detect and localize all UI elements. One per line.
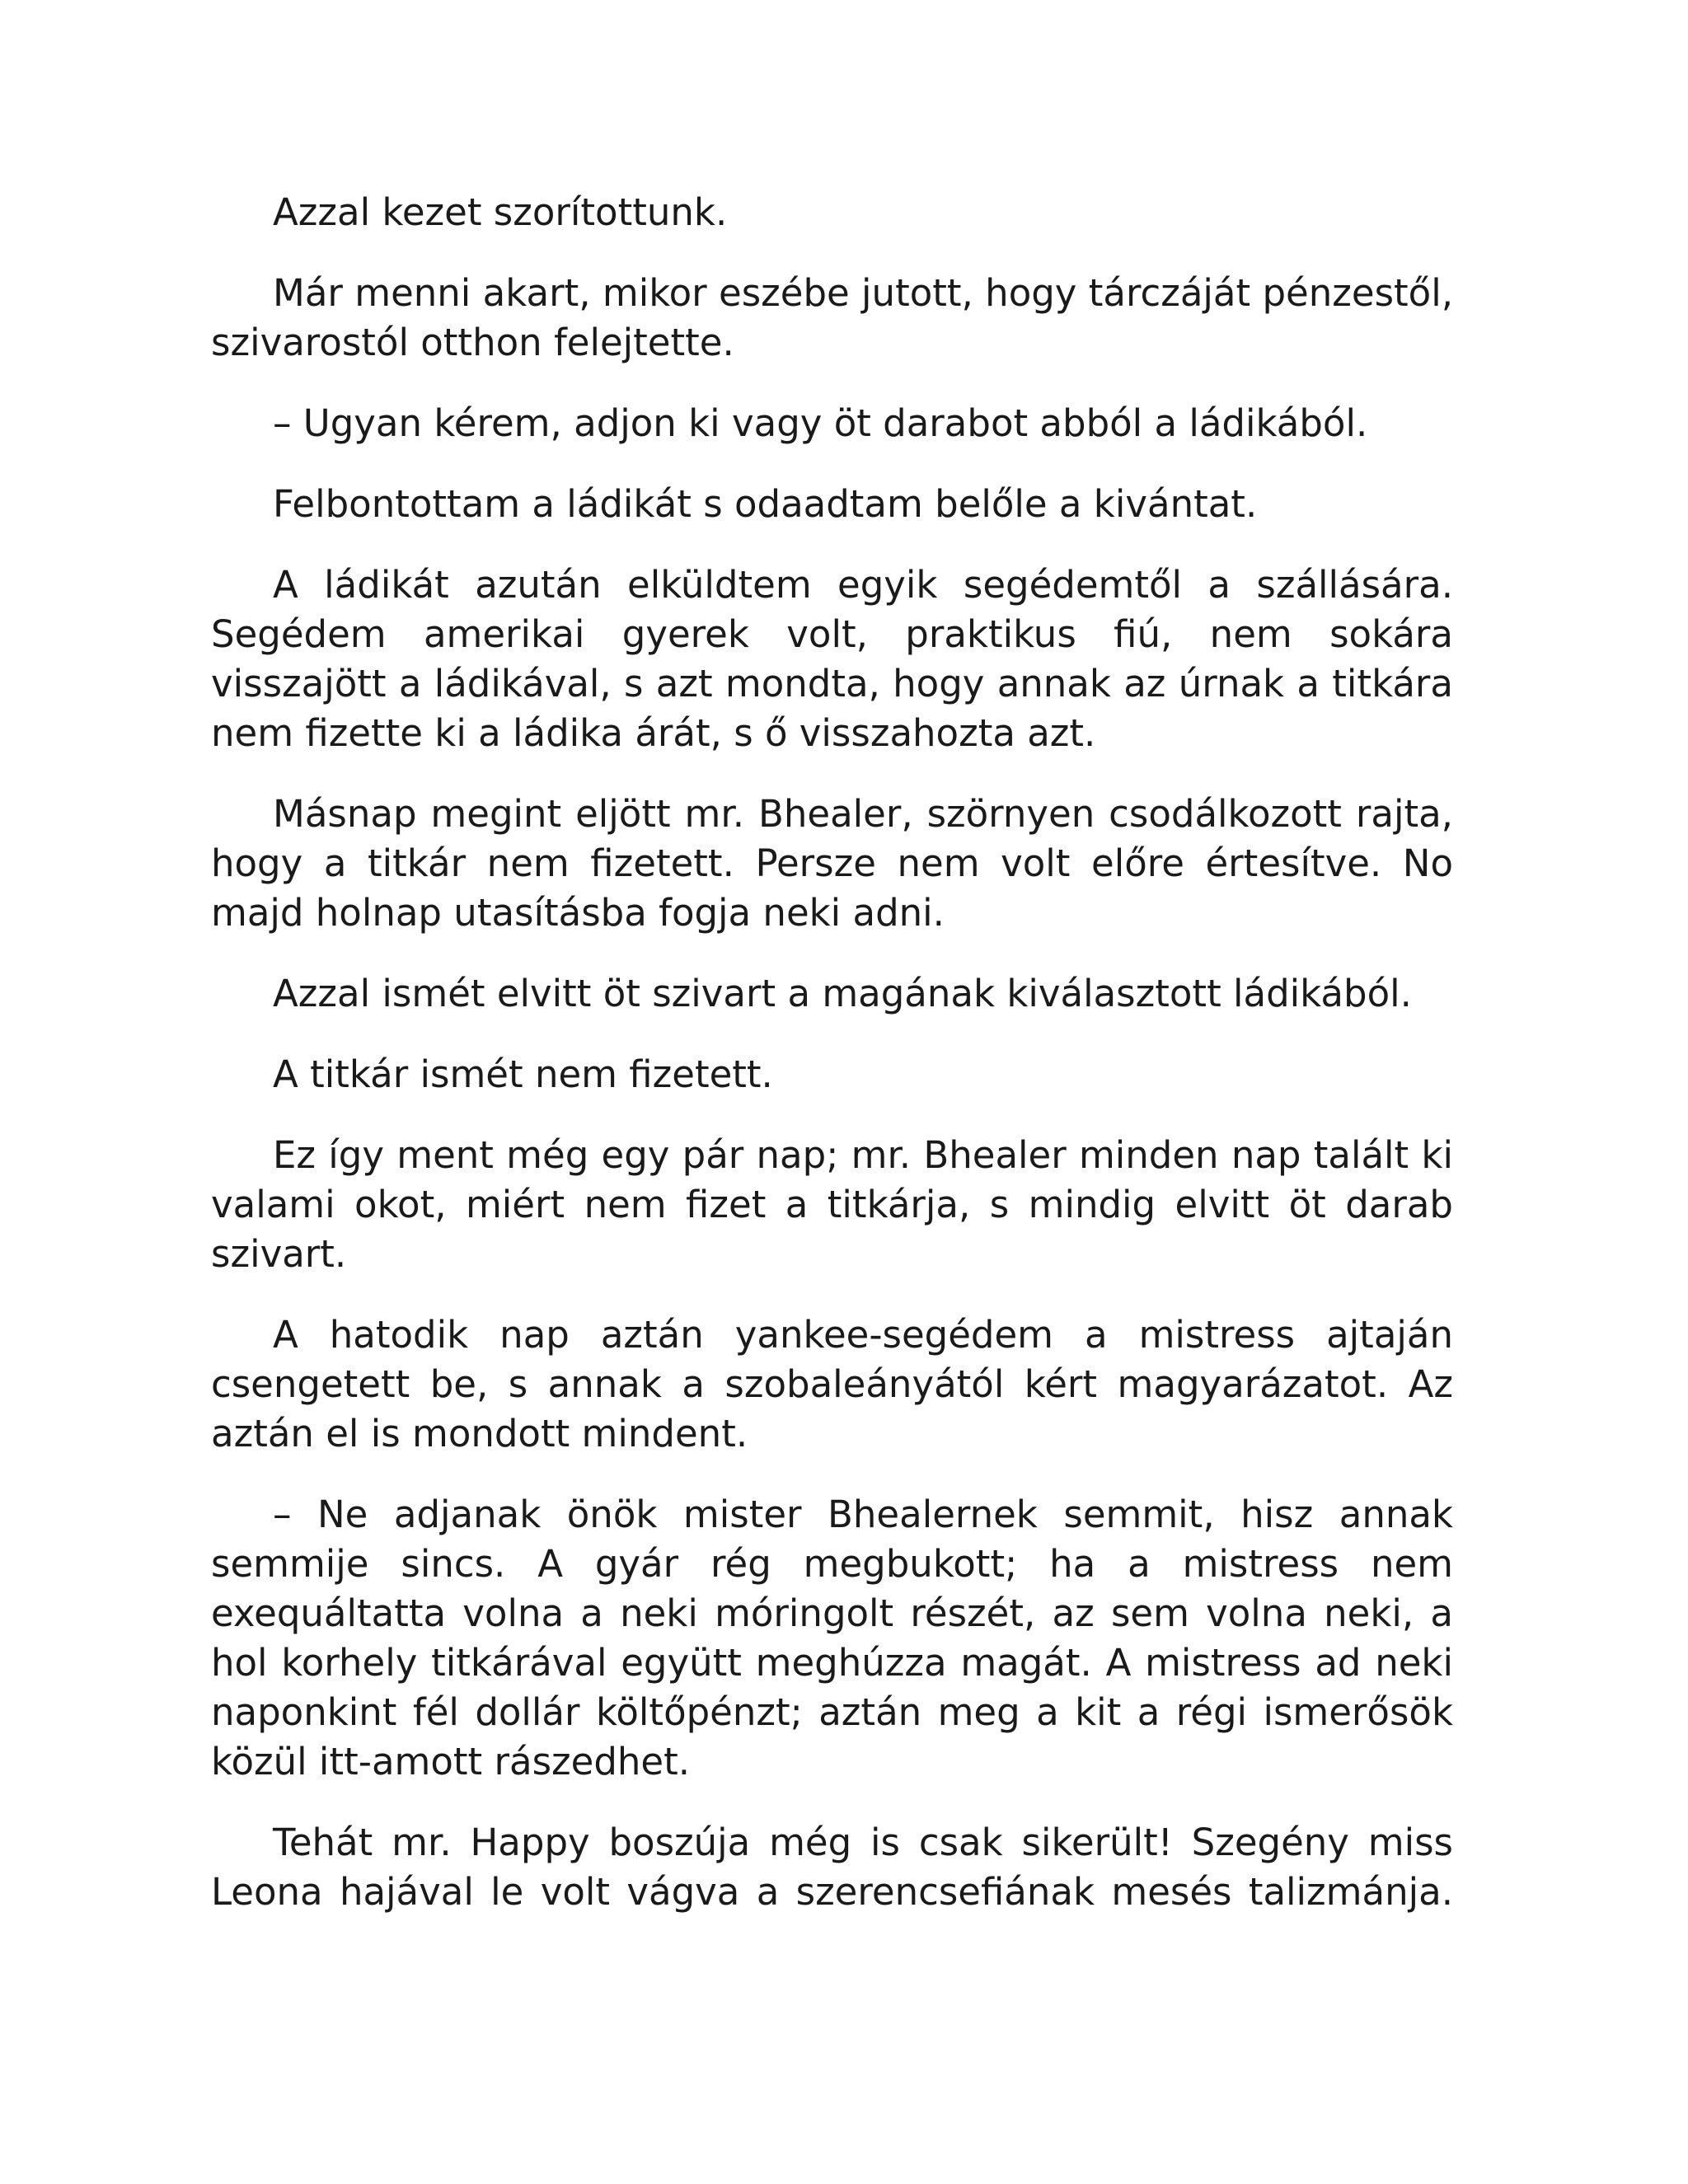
paragraph-9: Ez így ment még egy pár nap; mr. Bhealer minden nap talált ki valami okot, miért nem fizet a titkárja, s mindig elvitt öt darab szivart. bbox=[211, 1133, 1453, 1276]
paragraph-1: Azzal kezet szorítottunk. bbox=[273, 190, 728, 234]
paragraph-8: A titkár ismét nem fizetett. bbox=[273, 1052, 773, 1096]
paragraph-5: A ládikát azután elküldtem egyik segédemtől a szállására. Segédem amerikai gyerek volt, praktikus fiú, nem sokára visszajött a ládikával, s azt mondta, hogy annak az úrnak a titkára nem fizette ki a ládika árát, s ő visszahozta azt. bbox=[211, 563, 1453, 755]
paragraph-12: Tehát mr. Happy boszúja még is csak sikerült! Szegény miss Leona hajával le volt vágva a szerencsefiának mesés talizmánja. bbox=[211, 1821, 1453, 1914]
paragraph-7: Azzal ismét elvitt öt szivart a magának kiválasztott ládikából. bbox=[273, 972, 1412, 1015]
paragraph-10: A hatodik nap aztán yankee-segédem a mistress ajtaján csengetett be, s annak a szobaleányától kért magyarázatot. Az aztán el is mondott mindent. bbox=[211, 1313, 1453, 1455]
paragraph-11: – Ne adjanak önök mister Bhealernek semmit, hisz annak semmije sincs. A gyár rég megbukott; ha a mistress nem exequáltatta volna a neki móringolt részét, az sem volna neki, a hol korhely titkárával együtt meghúzza magát. A mistress ad neki naponkint fél dollár költőpénzt; aztán meg a kit a régi ismerősök közül itt-amott rászedhet. bbox=[211, 1493, 1453, 1783]
document-page bbox=[211, 188, 1453, 1948]
paragraph-6: Másnap megint eljött mr. Bhealer, szörnyen csodálkozott rajta, hogy a titkár nem fizetett. Persze nem volt előre értesítve. No majd holnap utasításba fogja neki adni. bbox=[211, 792, 1453, 935]
paragraph-3: – Ugyan kérem, adjon ki vagy öt darabot abból a ládikából. bbox=[273, 401, 1368, 445]
paragraph-4: Felbontottam a ládikát s odaadtam belőle a kivántat. bbox=[273, 482, 1258, 526]
paragraph-2: Már menni akart, mikor eszébe jutott, hogy tárczáját pénzestől, szivarostól otthon felejtette. bbox=[211, 271, 1453, 364]
